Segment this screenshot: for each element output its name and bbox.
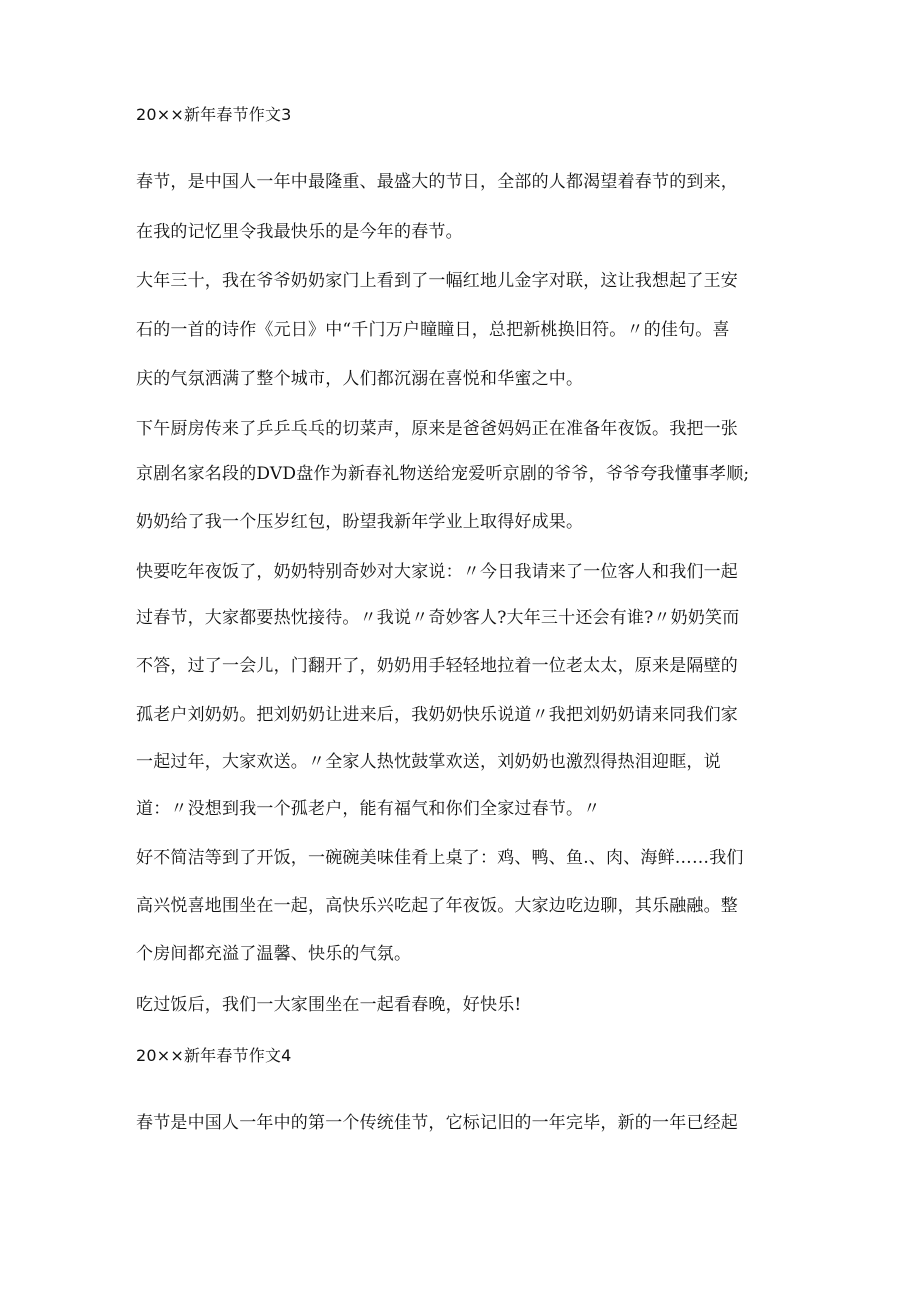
- essay-3-line-9: 快要吃年夜饭了，奶奶特别奇妙对大家说：〃今日我请来了一位客人和我们一起: [136, 562, 738, 582]
- essay-4-title: 20××新年春节作文4: [136, 1046, 292, 1065]
- essay-3-line-14: 道：〃没想到我一个孤老户，能有福气和你们全家过春节。〃: [136, 799, 601, 819]
- essay-3-line-13: 一起过年，大家欢送。〃全家人热忱鼓掌欢送，刘奶奶也激烈得热泪迎眶，说: [136, 752, 721, 772]
- essay-3-line-8: 奶奶给了我一个压岁红包，盼望我新年学业上取得好成果。: [136, 512, 584, 532]
- essay-3-line-7: 京剧名家名段的DVD盘作为新春礼物送给宠爱听京剧的爷爷，爷爷夸我懂事孝顺;: [136, 464, 750, 484]
- essay-3-line-4: 石的一首的诗作《元日》中“千门万户瞳瞳日，总把新桃换旧符。〃的佳句。喜: [136, 320, 730, 340]
- essay-3-line-16: 高兴悦喜地围坐在一起，高快乐兴吃起了年夜饭。大家边吃边聊，其乐融融。整: [136, 896, 738, 916]
- essay-3-line-11: 不答，过了一会儿，门翻开了，奶奶用手轻轻地拉着一位老太太，原来是隔壁的: [136, 656, 738, 676]
- essay-3-line-15: 好不简洁等到了开饭，一碗碗美味佳肴上桌了：鸡、鸭、鱼.、肉、海鲜……我们: [136, 848, 744, 868]
- essay-3-line-17: 个房间都充溢了温馨、快乐的气氛。: [136, 944, 412, 964]
- essay-4-line-1: 春节是中国人一年中的第一个传统佳节，它标记旧的一年完毕，新的一年已经起: [136, 1113, 738, 1133]
- essay-3-line-12: 孤老户刘奶奶。把刘奶奶让进来后，我奶奶快乐说道〃我把刘奶奶请来同我们家: [136, 705, 738, 725]
- essay-3-line-18: 吃过饭后，我们一大家围坐在一起看春晚，好快乐!: [136, 995, 522, 1015]
- essay-3-title: 20××新年春节作文3: [136, 105, 292, 124]
- essay-3-line-10: 过春节，大家都要热忱接待。〃我说〃奇妙客人?大年三十还会有谁?〃奶奶笑而: [136, 608, 740, 628]
- essay-3-line-6: 下午厨房传来了乒乒乓乓的切菜声，原来是爸爸妈妈正在准备年夜饭。我把一张: [136, 419, 738, 439]
- essay-3-line-5: 庆的气氛洒满了整个城市，人们都沉溺在喜悦和华蜜之中。: [136, 369, 584, 389]
- essay-3-line-2: 在我的记忆里令我最快乐的是今年的春节。: [136, 222, 463, 242]
- essay-3-line-1: 春节，是中国人一年中最隆重、最盛大的节日，全部的人都渴望着春节的到来，: [136, 172, 738, 192]
- essay-3-line-3: 大年三十，我在爷爷奶奶家门上看到了一幅红地儿金字对联，这让我想起了王安: [136, 271, 738, 291]
